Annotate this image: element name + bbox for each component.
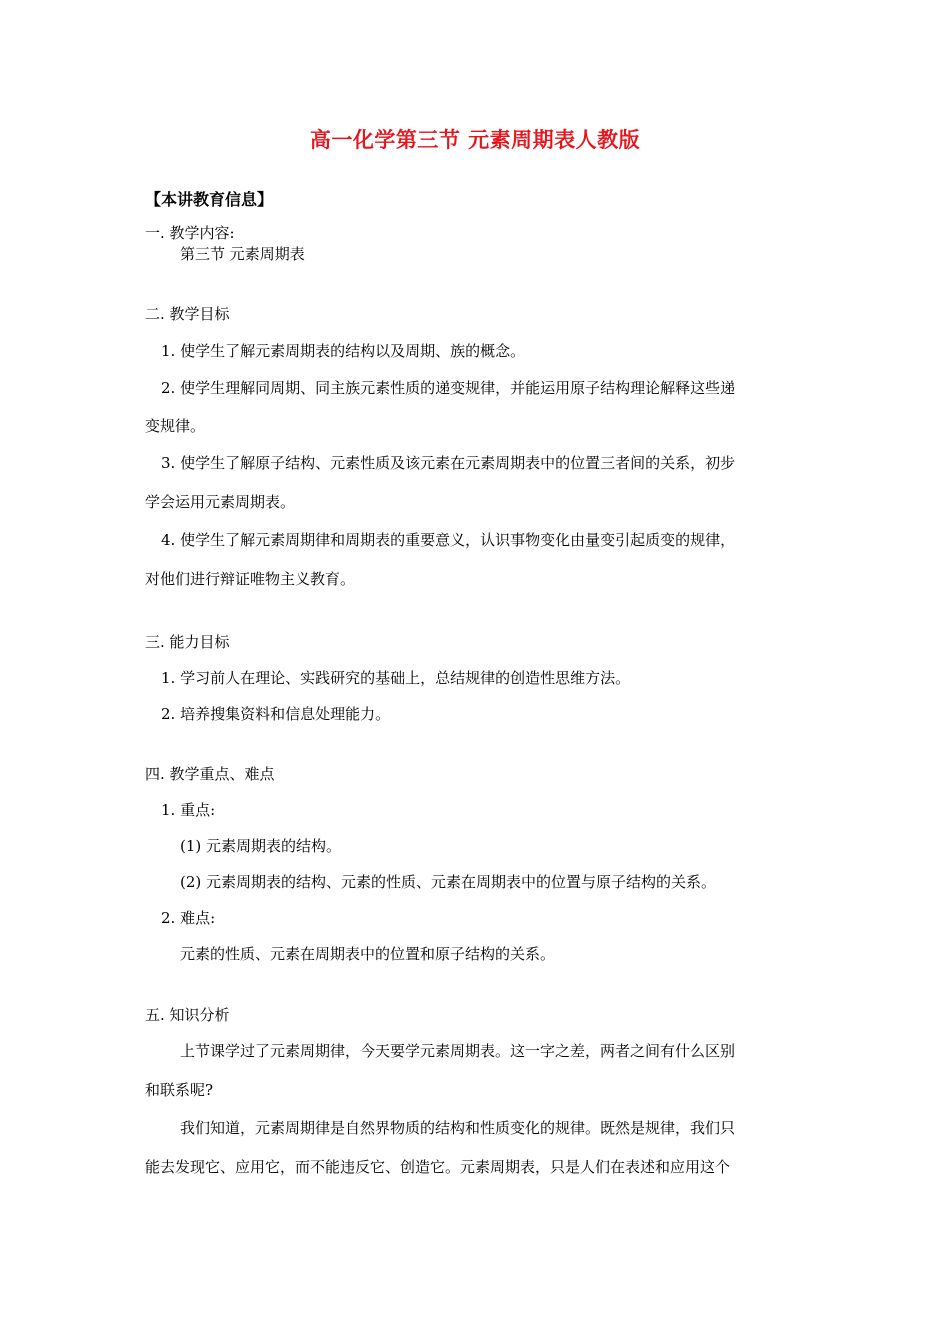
goal-item-cont: 对他们进行辩证唯物主义教育。 (145, 570, 356, 588)
difficulty-text: 元素的性质、元素在周期表中的位置和原子结构的关系。 (180, 945, 556, 963)
info-heading: 【本讲教育信息】 (145, 190, 274, 209)
goal-item-cont: 学会运用元素周期表。 (145, 493, 296, 511)
goal-item: 3. 使学生了解原子结构、元素性质及该元素在元素周期表中的位置三者间的关系，初步 (161, 454, 736, 472)
key-point-item: (1) 元素周期表的结构。 (180, 837, 342, 855)
goal-item-cont: 变规律。 (145, 417, 206, 435)
section-1-content: 第三节 元素周期表 (180, 245, 305, 263)
analysis-line: 和联系呢? (145, 1081, 214, 1099)
goal-item: 2. 使学生理解同周期、同主族元素性质的递变规律，并能运用原子结构理论解释这些递 (161, 379, 736, 397)
ability-item: 2. 培养搜集资料和信息处理能力。 (161, 705, 391, 723)
analysis-line: 上节课学过了元素周期律，今天要学元素周期表。这一字之差，两者之间有什么区别 (180, 1042, 736, 1060)
document-title: 高一化学第三节 元素周期表人教版 (309, 128, 641, 152)
key-point-item: (2) 元素周期表的结构、元素的性质、元素在周期表中的位置与原子结构的关系。 (180, 873, 717, 891)
section-4-heading: 四. 教学重点、难点 (145, 765, 275, 783)
analysis-line: 我们知道，元素周期律是自然界物质的结构和性质变化的规律。既然是规律，我们只 (180, 1119, 736, 1137)
section-5-heading: 五. 知识分析 (145, 1006, 230, 1024)
section-1-heading: 一. 教学内容: (145, 224, 235, 242)
goal-item: 4. 使学生了解元素周期律和周期表的重要意义，认识事物变化由量变引起质变的规律， (161, 531, 736, 549)
analysis-line: 能去发现它、应用它，而不能违反它、创造它。元素周期表，只是人们在表述和应用这个 (145, 1158, 731, 1176)
difficulty-label: 2. 难点: (161, 909, 216, 927)
ability-item: 1. 学习前人在理论、实践研究的基础上，总结规律的创造性思维方法。 (161, 669, 631, 687)
goal-item: 1. 使学生了解元素周期表的结构以及周期、族的概念。 (161, 342, 526, 360)
section-3-heading: 三. 能力目标 (145, 633, 230, 651)
key-point-label: 1. 重点: (161, 801, 216, 819)
section-2-heading: 二. 教学目标 (145, 305, 230, 323)
